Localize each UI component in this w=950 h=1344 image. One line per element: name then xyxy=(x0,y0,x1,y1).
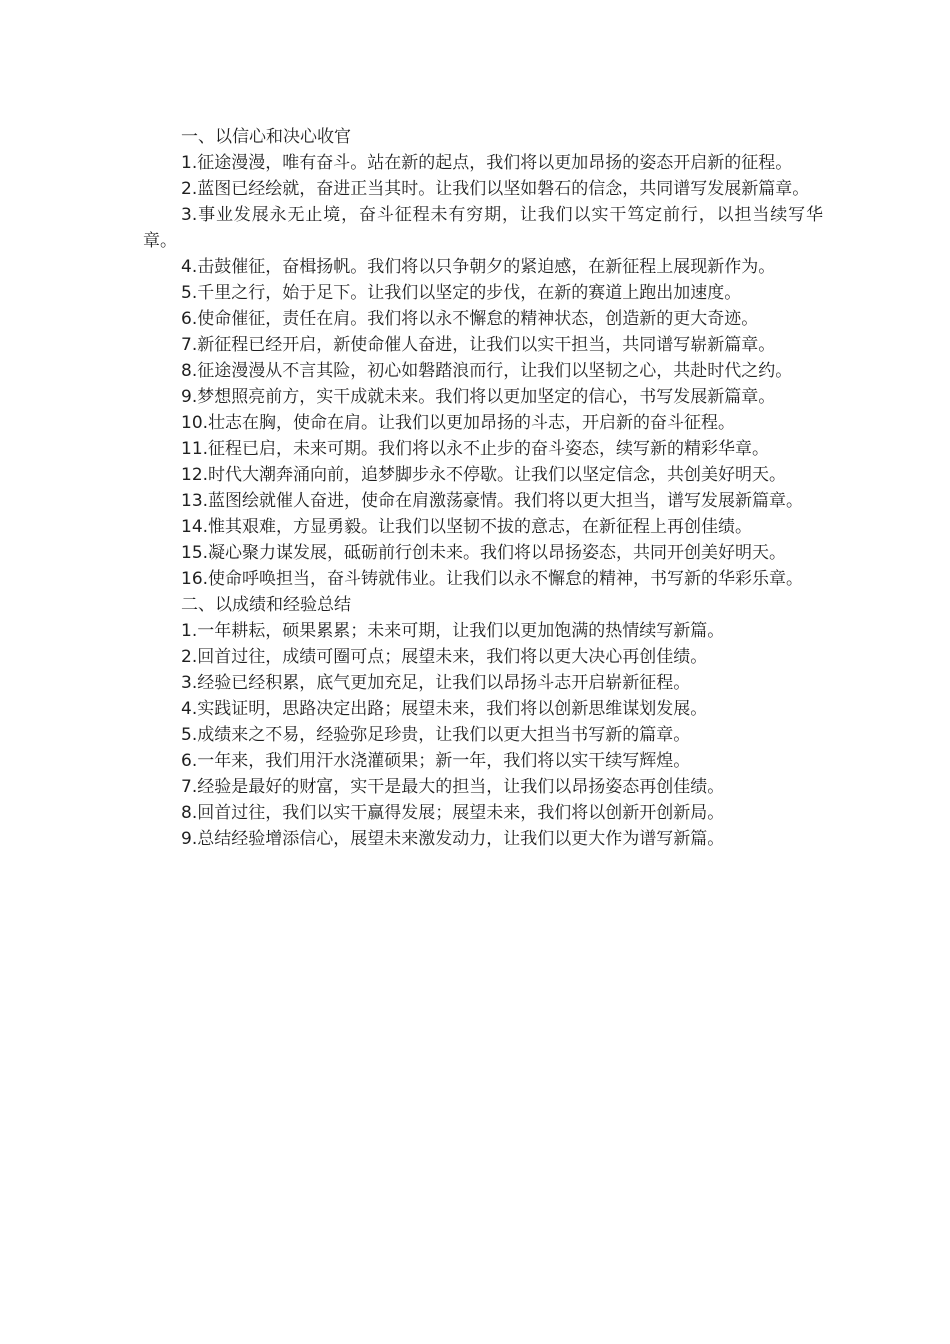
section-2-item-3: 3.经验已经积累，底气更加充足，让我们以昂扬斗志开启崭新征程。 xyxy=(181,673,691,693)
section-1-item-13: 13.蓝图绘就催人奋进，使命在肩激荡豪情。我们将以更大担当，谱写发展新篇章。 xyxy=(181,491,804,511)
section-2-heading: 二、以成绩和经验总结 xyxy=(181,595,351,615)
section-1-item-15: 15.凝心聚力谋发展，砥砺前行创未来。我们将以昂扬姿态，共同开创美好明天。 xyxy=(181,543,787,563)
section-1-item-12: 12.时代大潮奔涌向前，追梦脚步永不停歇。让我们以坚定信念，共创美好明天。 xyxy=(181,465,787,485)
section-1-heading: 一、以信心和决心收官 xyxy=(181,127,351,147)
section-1-item-7: 7.新征程已经开启，新使命催人奋进，让我们以实干担当，共同谱写崭新篇章。 xyxy=(181,335,776,355)
section-1-item-6: 6.使命催征，责任在肩。我们将以永不懈怠的精神状态，创造新的更大奇迹。 xyxy=(181,309,759,329)
section-2-item-7: 7.经验是最好的财富，实干是最大的担当，让我们以昂扬姿态再创佳绩。 xyxy=(181,777,725,797)
section-1-item-8: 8.征途漫漫从不言其险，初心如磐踏浪而行，让我们以坚韧之心，共赴时代之约。 xyxy=(181,361,793,381)
section-2-item-8: 8.回首过往，我们以实干赢得发展；展望未来，我们将以创新开创新局。 xyxy=(181,803,725,823)
document-body xyxy=(143,124,823,852)
section-1-item-11: 11.征程已启，未来可期。我们将以永不止步的奋斗姿态，续写新的精彩华章。 xyxy=(181,439,770,459)
section-1-item-3: 3.事业发展永无止境，奋斗征程未有穷期，让我们以实干笃定前行，以担当续写华章。 xyxy=(143,205,823,251)
section-2-item-5: 5.成绩来之不易，经验弥足珍贵，让我们以更大担当书写新的篇章。 xyxy=(181,725,691,745)
section-1-item-1: 1.征途漫漫，唯有奋斗。站在新的起点，我们将以更加昂扬的姿态开启新的征程。 xyxy=(181,153,793,173)
section-1-item-10: 10.壮志在胸，使命在肩。让我们以更加昂扬的斗志，开启新的奋斗征程。 xyxy=(181,413,736,433)
section-2-item-4: 4.实践证明，思路决定出路；展望未来，我们将以创新思维谋划发展。 xyxy=(181,699,708,719)
section-2-item-1: 1.一年耕耘，硕果累累；未来可期，让我们以更加饱满的热情续写新篇。 xyxy=(181,621,725,641)
section-2-item-2: 2.回首过往，成绩可圈可点；展望未来，我们将以更大决心再创佳绩。 xyxy=(181,647,708,667)
section-1-item-5: 5.千里之行，始于足下。让我们以坚定的步伐，在新的赛道上跑出加速度。 xyxy=(181,283,742,303)
section-1-item-2: 2.蓝图已经绘就，奋进正当其时。让我们以坚如磐石的信念，共同谱写发展新篇章。 xyxy=(181,179,810,199)
section-2-item-6: 6.一年来，我们用汗水浇灌硕果；新一年，我们将以实干续写辉煌。 xyxy=(181,751,691,771)
section-2-item-9: 9.总结经验增添信心，展望未来激发动力，让我们以更大作为谱写新篇。 xyxy=(181,829,725,849)
section-1-item-4: 4.击鼓催征，奋楫扬帆。我们将以只争朝夕的紧迫感，在新征程上展现新作为。 xyxy=(181,257,776,277)
section-1-item-16: 16.使命呼唤担当，奋斗铸就伟业。让我们以永不懈怠的精神，书写新的华彩乐章。 xyxy=(181,569,804,589)
section-1-item-9: 9.梦想照亮前方，实干成就未来。我们将以更加坚定的信心，书写发展新篇章。 xyxy=(181,387,776,407)
section-1-item-14: 14.惟其艰难，方显勇毅。让我们以坚韧不拔的意志，在新征程上再创佳绩。 xyxy=(181,517,753,537)
